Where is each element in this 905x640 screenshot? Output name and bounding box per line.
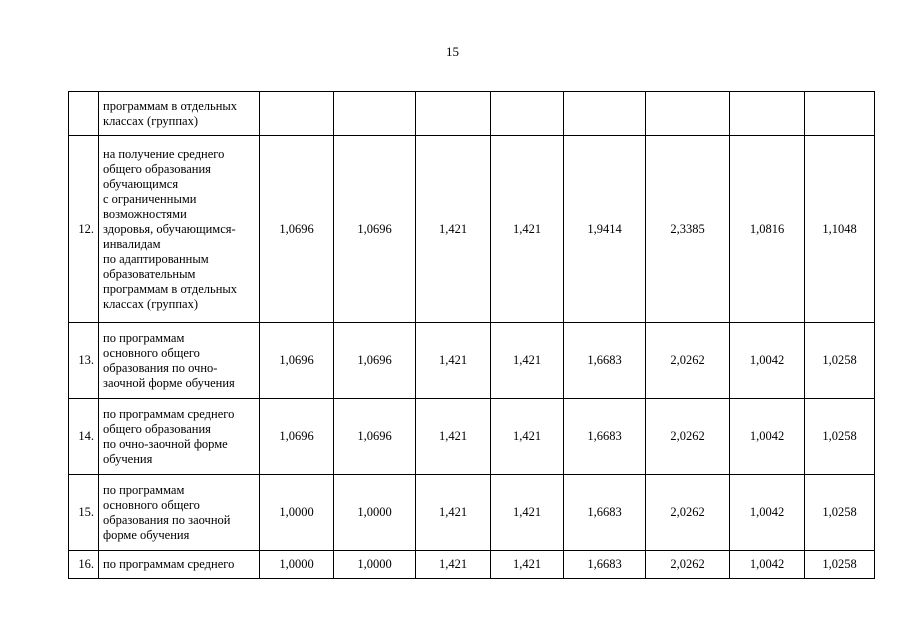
value-cell: 1,421 xyxy=(491,136,564,323)
description-line: обучающимся xyxy=(103,176,179,191)
value-cell: 1,0696 xyxy=(334,323,416,399)
value-cell: 1,0000 xyxy=(260,551,334,579)
description-line: образования по заочной xyxy=(103,512,231,527)
value-cell: 1,6683 xyxy=(564,323,646,399)
value-cell xyxy=(805,92,875,136)
value-cell: 2,0262 xyxy=(646,399,730,475)
row-number: 15. xyxy=(69,475,99,551)
description-line: по программам xyxy=(103,330,185,345)
value-cell: 1,6683 xyxy=(564,551,646,579)
value-cell: 1,0696 xyxy=(334,399,416,475)
table-row xyxy=(69,399,875,475)
description-line: образования по очно- xyxy=(103,360,218,375)
value-cell: 2,0262 xyxy=(646,475,730,551)
value-cell: 1,6683 xyxy=(564,475,646,551)
description-line: инвалидам xyxy=(103,236,161,251)
value-cell: 1,0258 xyxy=(805,551,875,579)
row-number: 14. xyxy=(69,399,99,475)
row-description xyxy=(99,92,260,136)
row-description xyxy=(99,136,260,323)
value-cell: 1,421 xyxy=(416,323,491,399)
row-description xyxy=(99,323,260,399)
page-number: 15 xyxy=(446,44,459,59)
value-cell xyxy=(260,92,334,136)
value-cell: 1,0258 xyxy=(805,399,875,475)
value-cell xyxy=(334,92,416,136)
value-cell: 1,0000 xyxy=(260,475,334,551)
description-line: по очно-заочной форме xyxy=(103,436,228,451)
value-cell: 1,0258 xyxy=(805,475,875,551)
table-body xyxy=(69,92,875,579)
row-number: 13. xyxy=(69,323,99,399)
value-cell: 2,0262 xyxy=(646,551,730,579)
value-cell: 1,421 xyxy=(416,399,491,475)
row-description xyxy=(99,399,260,475)
description-line: с ограниченными xyxy=(103,191,197,206)
description-line: программам в отдельных xyxy=(103,98,238,113)
description-line: по адаптированным xyxy=(103,251,209,266)
value-cell: 1,9414 xyxy=(564,136,646,323)
row-number: 16. xyxy=(69,551,99,579)
description-line: здоровья, обучающимся- xyxy=(103,221,236,236)
table-row xyxy=(69,136,875,323)
value-cell xyxy=(491,92,564,136)
value-cell: 1,0696 xyxy=(260,399,334,475)
description-line: общего образования xyxy=(103,421,211,436)
value-cell xyxy=(564,92,646,136)
table-row xyxy=(69,323,875,399)
value-cell: 1,421 xyxy=(416,136,491,323)
value-cell: 1,421 xyxy=(491,475,564,551)
description-line: по программам среднего xyxy=(103,557,235,571)
description-line: основного общего xyxy=(103,345,200,360)
value-cell: 1,0696 xyxy=(334,136,416,323)
table-row xyxy=(69,551,875,579)
description-line: обучения xyxy=(103,451,153,466)
row-number xyxy=(69,92,99,136)
value-cell xyxy=(646,92,730,136)
description-line: программам в отдельных xyxy=(103,281,238,296)
description-line: заочной форме обучения xyxy=(103,375,235,390)
value-cell: 1,0696 xyxy=(260,323,334,399)
value-cell: 1,1048 xyxy=(805,136,875,323)
value-cell: 1,421 xyxy=(491,323,564,399)
description-line: возможностями xyxy=(103,206,187,221)
value-cell: 1,421 xyxy=(491,399,564,475)
description-line: образовательным xyxy=(103,266,196,281)
description-line: на получение среднего xyxy=(103,146,225,161)
value-cell: 2,3385 xyxy=(646,136,730,323)
value-cell: 1,421 xyxy=(491,551,564,579)
row-number: 12. xyxy=(69,136,99,323)
value-cell: 1,0042 xyxy=(730,399,805,475)
value-cell: 1,0000 xyxy=(334,551,416,579)
table-row xyxy=(69,475,875,551)
value-cell: 1,421 xyxy=(416,475,491,551)
row-description xyxy=(99,551,260,579)
description-line: классах (группах) xyxy=(103,113,198,128)
description-line: форме обучения xyxy=(103,527,190,542)
value-cell: 1,0042 xyxy=(730,475,805,551)
value-cell: 1,0258 xyxy=(805,323,875,399)
value-cell: 1,0000 xyxy=(334,475,416,551)
value-cell: 1,6683 xyxy=(564,399,646,475)
value-cell: 1,0042 xyxy=(730,551,805,579)
value-cell: 1,0816 xyxy=(730,136,805,323)
value-cell: 1,0042 xyxy=(730,323,805,399)
value-cell xyxy=(416,92,491,136)
coefficients-table xyxy=(68,91,875,579)
value-cell: 2,0262 xyxy=(646,323,730,399)
description-line: основного общего xyxy=(103,497,200,512)
description-line: по программам xyxy=(103,482,185,497)
table-row xyxy=(69,92,875,136)
value-cell: 1,421 xyxy=(416,551,491,579)
value-cell: 1,0696 xyxy=(260,136,334,323)
row-description xyxy=(99,475,260,551)
description-line: по программам среднего xyxy=(103,406,235,421)
value-cell xyxy=(730,92,805,136)
description-line: общего образования xyxy=(103,161,211,176)
description-line: классах (группах) xyxy=(103,296,198,311)
